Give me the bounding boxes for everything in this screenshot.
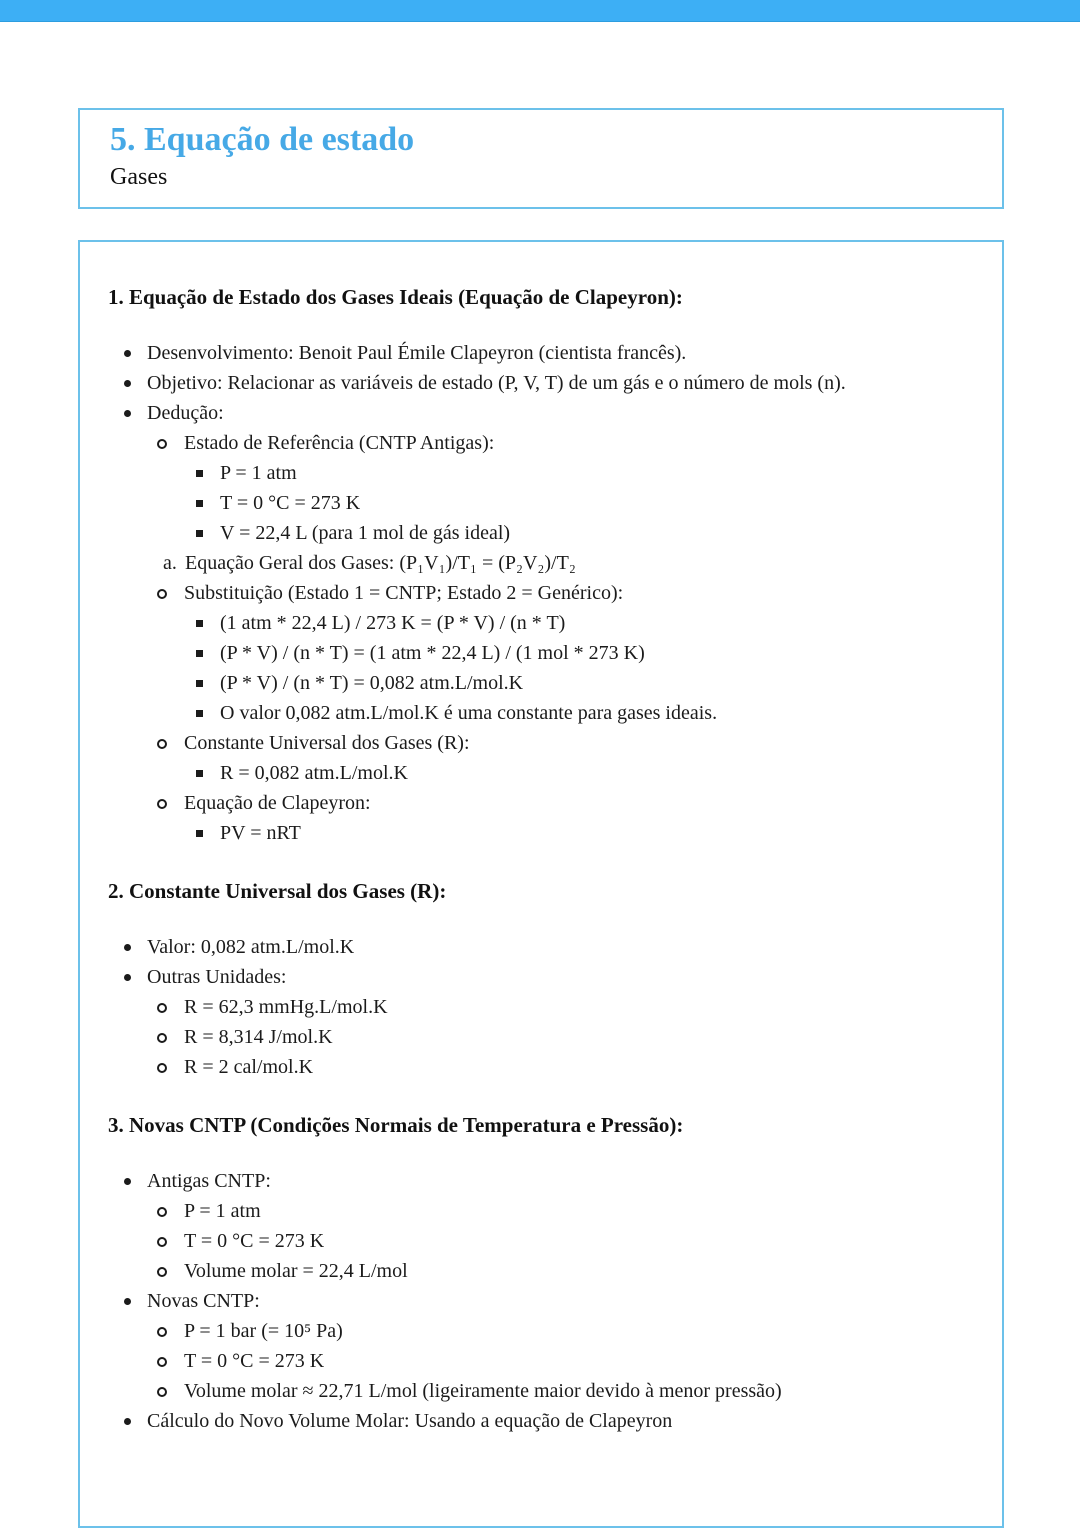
list-item: [108, 1226, 974, 1256]
filled-bullet-icon: [124, 1286, 147, 1305]
document-section: [108, 1110, 974, 1436]
item-text: Volume molar ≈ 22,71 L/mol (ligeiramente maior devido à menor pressão): [184, 1380, 782, 1402]
square-bullet-icon: [196, 668, 220, 687]
list-item: [108, 638, 974, 668]
filled-bullet-icon: [124, 1166, 147, 1185]
open-bullet-icon: [157, 728, 184, 749]
item-text: (P * V) / (n * T) = 0,082 atm.L/mol.K: [220, 672, 524, 694]
item-text: P = 1 atm: [184, 1200, 261, 1222]
item-text: Novas CNTP:: [147, 1290, 260, 1312]
open-bullet-icon: [157, 1226, 184, 1247]
list-item: [108, 1376, 974, 1406]
list-item: [108, 338, 974, 368]
list-item: [108, 992, 974, 1022]
filled-bullet-icon: [124, 1406, 147, 1425]
item-text: P = 1 bar (= 10⁵ Pa): [184, 1320, 343, 1342]
list-item: [108, 1022, 974, 1052]
item-text: Equação de Clapeyron:: [184, 792, 371, 814]
list-item: [108, 932, 974, 962]
item-text: Volume molar = 22,4 L/mol: [184, 1260, 408, 1282]
item-text: Objetivo: Relacionar as variáveis de estado (P, V, T) de um gás e o número de mols (n).: [147, 372, 846, 394]
item-text: Constante Universal dos Gases (R):: [184, 732, 470, 754]
title-card: [78, 108, 1004, 209]
open-bullet-icon: [157, 992, 184, 1013]
square-bullet-icon: [196, 758, 220, 777]
item-text: (P * V) / (n * T) = (1 atm * 22,4 L) / (1 mol * 273 K): [220, 642, 645, 664]
list-item: [108, 818, 974, 848]
sections-container: [108, 282, 974, 1436]
list-item: [108, 698, 974, 728]
list-item: [108, 788, 974, 818]
list-item: [108, 548, 974, 578]
list-item: [108, 368, 974, 398]
list-item: [108, 1196, 974, 1226]
list-item: [108, 1406, 974, 1436]
item-text: Outras Unidades:: [147, 966, 287, 988]
document-section: [108, 876, 974, 1082]
item-text: R = 62,3 mmHg.L/mol.K: [184, 996, 388, 1018]
item-text: V = 22,4 L (para 1 mol de gás ideal): [220, 522, 511, 544]
item-text: Equação Geral dos Gases: (P₁V₁)/T₁ = (P₂V₂)/T₂: [185, 552, 576, 574]
square-bullet-icon: [196, 488, 220, 507]
list-item: [108, 1316, 974, 1346]
list-item: [108, 428, 974, 458]
filled-bullet-icon: [124, 932, 147, 951]
square-bullet-icon: [196, 608, 220, 627]
list-item: [108, 608, 974, 638]
content-card: [78, 240, 1004, 1528]
item-text: P = 1 atm: [220, 462, 297, 484]
list-item: [108, 1286, 974, 1316]
square-bullet-icon: [196, 638, 220, 657]
list-item: [108, 1052, 974, 1082]
list-item: [108, 1256, 974, 1286]
list-item: [108, 488, 974, 518]
item-text: Cálculo do Novo Volume Molar: Usando a equação de Clapeyron: [147, 1410, 673, 1432]
square-bullet-icon: [196, 818, 220, 837]
item-text: R = 0,082 atm.L/mol.K: [220, 762, 408, 784]
section-heading: 3. Novas CNTP (Condições Normais de Temperatura e Pressão):: [108, 1113, 684, 1137]
top-accent-bar: [0, 0, 1080, 22]
square-bullet-icon: [196, 698, 220, 717]
item-text: R = 8,314 J/mol.K: [184, 1026, 333, 1048]
list-item: [108, 758, 974, 788]
list-item: [108, 398, 974, 428]
list-item: [108, 578, 974, 608]
document-section: [108, 282, 974, 848]
open-bullet-icon: [157, 1316, 184, 1337]
open-bullet-icon: [157, 578, 184, 599]
letter-list-marker: a.: [163, 552, 177, 574]
item-text: R = 2 cal/mol.K: [184, 1056, 314, 1078]
item-text: O valor 0,082 atm.L/mol.K é uma constante para gases ideais.: [220, 702, 718, 724]
page-title: 5. Equação de estado: [110, 121, 415, 158]
open-bullet-icon: [157, 1196, 184, 1217]
page-subtitle: Gases: [110, 164, 168, 190]
item-text: T = 0 °C = 273 K: [220, 492, 361, 514]
open-bullet-icon: [157, 1022, 184, 1043]
item-text: Dedução:: [147, 402, 224, 424]
item-text: Estado de Referência (CNTP Antigas):: [184, 432, 495, 454]
item-text: T = 0 °C = 273 K: [184, 1230, 325, 1252]
item-text: Valor: 0,082 atm.L/mol.K: [147, 936, 355, 958]
list-item: [108, 1346, 974, 1376]
list-item: [108, 518, 974, 548]
filled-bullet-icon: [124, 962, 147, 981]
list-item: [108, 458, 974, 488]
item-text: PV = nRT: [220, 822, 301, 844]
open-bullet-icon: [157, 1346, 184, 1367]
open-bullet-icon: [157, 428, 184, 449]
item-text: T = 0 °C = 273 K: [184, 1350, 325, 1372]
list-item: [108, 668, 974, 698]
open-bullet-icon: [157, 1052, 184, 1073]
open-bullet-icon: [157, 1376, 184, 1397]
square-bullet-icon: [196, 458, 220, 477]
item-text: Antigas CNTP:: [147, 1170, 271, 1192]
open-bullet-icon: [157, 788, 184, 809]
item-text: Desenvolvimento: Benoit Paul Émile Clapeyron (cientista francês).: [147, 342, 687, 364]
list-item: [108, 962, 974, 992]
section-heading: 2. Constante Universal dos Gases (R):: [108, 879, 447, 903]
item-text: (1 atm * 22,4 L) / 273 K = (P * V) / (n * T): [220, 612, 566, 634]
filled-bullet-icon: [124, 368, 147, 387]
open-bullet-icon: [157, 1256, 184, 1277]
section-heading: 1. Equação de Estado dos Gases Ideais (Equação de Clapeyron):: [108, 285, 683, 309]
filled-bullet-icon: [124, 338, 147, 357]
list-item: [108, 1166, 974, 1196]
square-bullet-icon: [196, 518, 220, 537]
item-text: Substituição (Estado 1 = CNTP; Estado 2 = Genérico):: [184, 582, 624, 604]
list-item: [108, 728, 974, 758]
filled-bullet-icon: [124, 398, 147, 417]
